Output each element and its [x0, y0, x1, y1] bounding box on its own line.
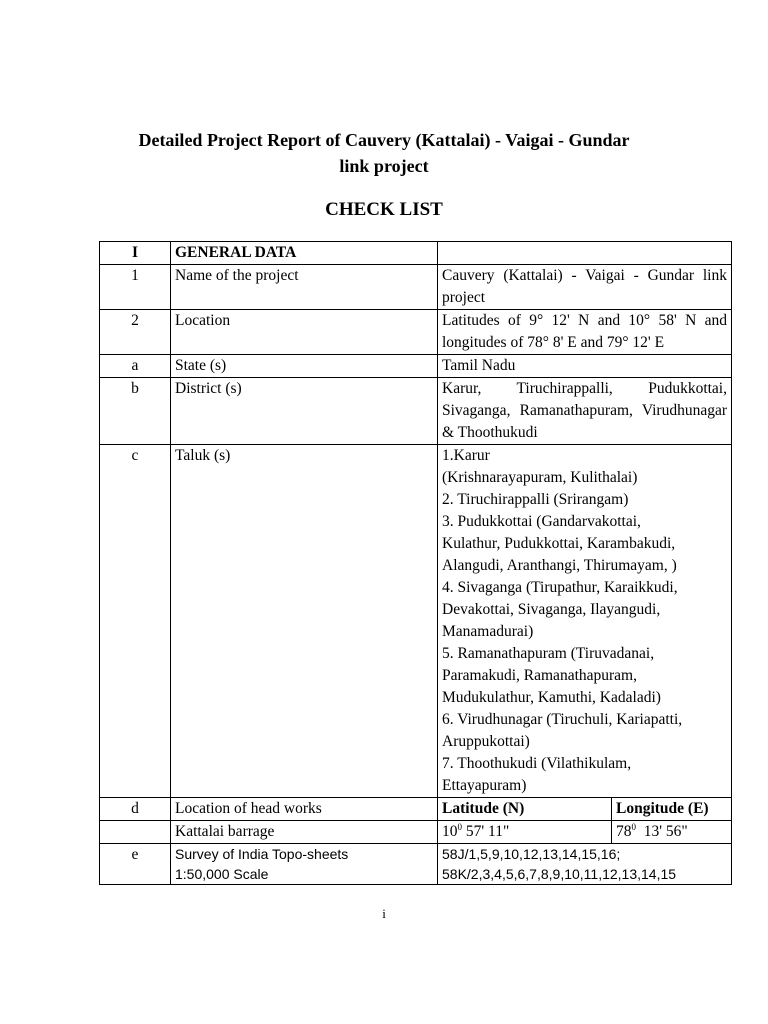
- row-value: Latitudes of 9° 12' N and 10° 58' N and longitudes of 78° 8' E and 79° 12' E: [438, 310, 732, 355]
- degree-sign: 0: [457, 821, 462, 832]
- topo-value-line1: 58J/1,5,9,10,12,13,14,15,16;: [442, 846, 621, 862]
- topo-value-line2: 58K/2,3,4,5,6,7,8,9,10,11,12,13,14,15: [442, 866, 677, 882]
- taluk-line: 4. Sivaganga (Tirupathur, Karaikkudi,: [442, 579, 678, 596]
- table-row-location: [100, 310, 732, 355]
- row-number: 1: [100, 265, 171, 310]
- topo-label-line2: 1:50,000 Scale: [175, 866, 269, 882]
- taluk-line: Paramakudi, Ramanathapuram,: [442, 667, 637, 684]
- row-value: [438, 844, 732, 885]
- row-label: Taluk (s): [171, 445, 438, 798]
- row-number: I: [100, 242, 171, 265]
- taluk-line: Aruppukottai): [442, 733, 530, 750]
- taluk-line: 2. Tiruchirappalli (Srirangam): [442, 491, 629, 508]
- table-row-topo-sheets: [100, 844, 732, 885]
- row-number: c: [100, 445, 171, 798]
- taluk-line: 7. Thoothukudi (Vilathikulam,: [442, 755, 632, 772]
- taluk-line: Mudukulathur, Kamuthi, Kadaladi): [442, 689, 661, 706]
- row-number: d: [100, 798, 171, 821]
- taluk-line: Devakottai, Sivaganga, Ilayangudi,: [442, 601, 661, 618]
- taluk-line: Alangudi, Aranthangi, Thirumayam, ): [442, 557, 677, 574]
- table-row-general-data: [100, 242, 732, 265]
- taluk-list: [438, 445, 732, 798]
- taluk-line: 6. Virudhunagar (Tiruchuli, Kariapatti,: [442, 711, 683, 728]
- taluk-line: Manamadurai): [442, 623, 534, 640]
- checklist-table: [99, 241, 732, 885]
- longitude-header: Longitude (E): [612, 798, 732, 821]
- row-label: GENERAL DATA: [171, 242, 438, 265]
- row-label: State (s): [171, 355, 438, 378]
- taluk-line: 3. Pudukkottai (Gandarvakottai,: [442, 513, 641, 530]
- page-number: i: [382, 906, 386, 921]
- row-number: a: [100, 355, 171, 378]
- table-row-kattalai-barrage: [100, 821, 732, 844]
- table-row-taluk: [100, 445, 732, 798]
- table-row-project-name: [100, 265, 732, 310]
- report-title-line1: Detailed Project Report of Cauvery (Kattalai) - Vaigai - Gundar: [138, 130, 630, 150]
- row-label: Name of the project: [171, 265, 438, 310]
- table-row-state: [100, 355, 732, 378]
- row-number: 2: [100, 310, 171, 355]
- report-title-line2: link project: [339, 156, 429, 176]
- row-value: Karur, Tiruchirappalli, Pudukkottai, Sivaganga, Ramanathapuram, Virudhunagar & Thoothukudi: [438, 378, 732, 445]
- longitude-degrees: 78: [616, 823, 632, 840]
- latitude-degrees: 10: [442, 823, 458, 840]
- row-label: [171, 844, 438, 885]
- row-number-empty: [100, 821, 171, 844]
- degree-sign: 0: [631, 821, 636, 832]
- row-label: Kattalai barrage: [171, 821, 438, 844]
- barrage-longitude: [612, 821, 732, 844]
- longitude-minutes-seconds: 13' 56": [636, 823, 688, 840]
- table-row-district: [100, 378, 732, 445]
- row-value-empty: [438, 242, 732, 265]
- row-label: District (s): [171, 378, 438, 445]
- row-value: Tamil Nadu: [438, 355, 732, 378]
- barrage-latitude: [438, 821, 612, 844]
- checklist-heading: CHECK LIST: [325, 199, 443, 220]
- latitude-minutes-seconds: 57' 11": [462, 823, 510, 840]
- taluk-line: 1.Karur: [442, 447, 490, 464]
- taluk-line: (Krishnarayapuram, Kulithalai): [442, 469, 638, 486]
- row-number: e: [100, 844, 171, 885]
- taluk-line: Kulathur, Pudukkottai, Karambakudi,: [442, 535, 676, 552]
- taluk-line: Ettayapuram): [442, 777, 527, 794]
- table-row-head-works: [100, 798, 732, 821]
- row-value: Cauvery (Kattalai) - Vaigai - Gundar link project: [438, 265, 732, 310]
- row-number: b: [100, 378, 171, 445]
- latitude-header: Latitude (N): [438, 798, 612, 821]
- row-label: Location: [171, 310, 438, 355]
- row-label: Location of head works: [171, 798, 438, 821]
- taluk-line: 5. Ramanathapuram (Tiruvadanai,: [442, 645, 655, 662]
- topo-label-line1: Survey of India Topo-sheets: [175, 846, 349, 862]
